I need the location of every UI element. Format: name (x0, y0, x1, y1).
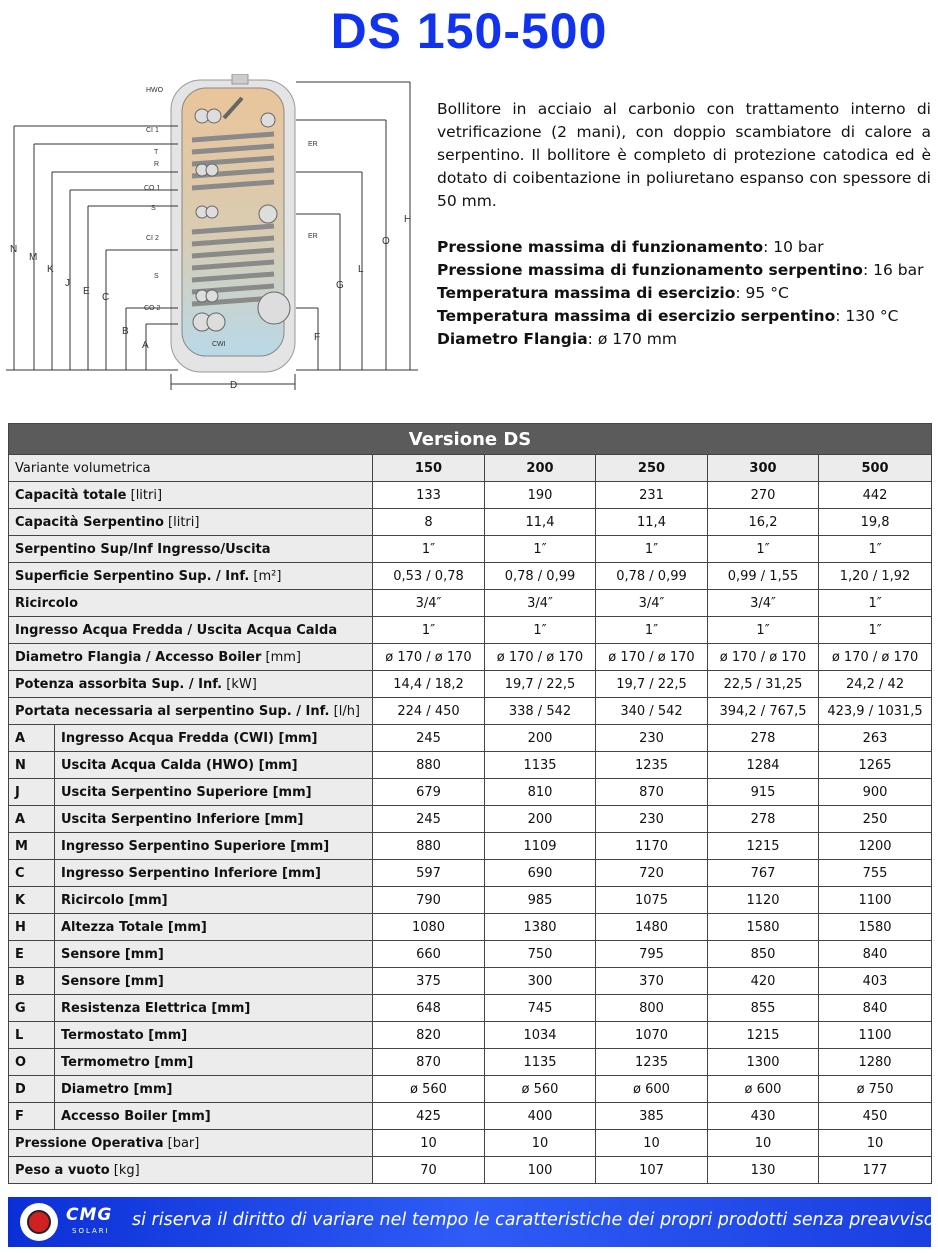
row-label-text: Capacità Serpentino (15, 514, 164, 530)
table-cell: 597 (373, 860, 485, 887)
table-row (9, 1130, 932, 1157)
dimension-letter: B (9, 968, 55, 995)
table-row (9, 509, 932, 536)
table-cell: 1,20 / 1,92 (819, 563, 932, 590)
table-cell: 16,2 (708, 509, 819, 536)
table-cell: 790 (373, 887, 485, 914)
table-cell: 100 (485, 1157, 596, 1184)
svg-text:A: A (142, 340, 149, 351)
table-cell: 800 (596, 995, 708, 1022)
row-label (55, 1049, 373, 1076)
row-label (9, 644, 373, 671)
table-body (9, 455, 932, 1184)
svg-text:ER: ER (308, 141, 318, 148)
dimension-letter: O (9, 1049, 55, 1076)
svg-text:S: S (151, 205, 156, 212)
footer-banner (8, 1197, 935, 1247)
row-label (55, 725, 373, 752)
column-header: 200 (485, 455, 596, 482)
svg-text:ER: ER (308, 233, 318, 240)
spec-item: Temperatura massima di esercizio: 95 °C (437, 284, 789, 302)
table-cell: 1200 (819, 833, 932, 860)
dimension-letter: D (9, 1076, 55, 1103)
table-row (9, 455, 932, 482)
table-cell: 1135 (485, 1049, 596, 1076)
row-label-text: Ingresso Serpentino Inferiore (61, 865, 278, 881)
table-row (9, 806, 932, 833)
table-cell: 870 (373, 1049, 485, 1076)
page-title: DS 150-500 (330, 3, 608, 59)
svg-text:H: H (404, 214, 412, 225)
column-header: 300 (708, 455, 819, 482)
table-cell: 263 (819, 725, 932, 752)
table-header: Versione DS (9, 424, 932, 455)
table-cell: 720 (596, 860, 708, 887)
table-cell: 1235 (596, 1049, 708, 1076)
table-cell: 394,2 / 767,5 (708, 698, 819, 725)
table-cell: 1100 (819, 887, 932, 914)
svg-text:F: F (314, 332, 321, 343)
row-label-text: Sensore (61, 973, 121, 989)
table-cell: 10 (708, 1130, 819, 1157)
row-label (9, 590, 373, 617)
table-cell: 1075 (596, 887, 708, 914)
spec-item: Pressione massima di funzionamento: 10 bar (437, 238, 824, 256)
table-cell: ø 170 / ø 170 (596, 644, 708, 671)
row-label-text: Ingresso Serpentino Superiore (61, 838, 286, 854)
table-cell: 1580 (708, 914, 819, 941)
row-label (55, 833, 373, 860)
svg-text:S: S (154, 273, 159, 280)
table-row (9, 1076, 932, 1103)
table-cell: 22,5 / 31,25 (708, 671, 819, 698)
row-label-text: Serpentino Sup/Inf Ingresso/Uscita (15, 541, 271, 557)
column-header: 150 (373, 455, 485, 482)
column-header: 250 (596, 455, 708, 482)
row-unit: [m²] (249, 568, 282, 584)
dimension-letter: J (9, 779, 55, 806)
dimension-letter: L (9, 1022, 55, 1049)
table-cell: 420 (708, 968, 819, 995)
table-cell: 1″ (596, 617, 708, 644)
table-cell: 3/4″ (596, 590, 708, 617)
table-row (9, 887, 932, 914)
table-cell: 11,4 (485, 509, 596, 536)
table-cell: 19,7 / 22,5 (596, 671, 708, 698)
row-label (55, 1076, 373, 1103)
dimension-lines-left (6, 126, 178, 370)
specs-table (8, 423, 932, 1184)
column-header: 500 (819, 455, 932, 482)
table-row (9, 1103, 932, 1130)
table-cell: 1215 (708, 833, 819, 860)
row-unit: [mm] (163, 919, 207, 935)
table-cell: 450 (819, 1103, 932, 1130)
table-cell: 400 (485, 1103, 596, 1130)
table-cell: 200 (485, 806, 596, 833)
table-cell: 1265 (819, 752, 932, 779)
table-cell: 3/4″ (708, 590, 819, 617)
table-cell: 1″ (485, 536, 596, 563)
row-unit: [litri] (126, 487, 163, 503)
table-cell: 177 (819, 1157, 932, 1184)
cmg-logo (20, 1203, 58, 1241)
table-cell: 1284 (708, 752, 819, 779)
table-cell: 0,99 / 1,55 (708, 563, 819, 590)
table-cell: 0,78 / 0,99 (596, 563, 708, 590)
row-label-text: Accesso Boiler (61, 1108, 168, 1124)
table-cell: 1135 (485, 752, 596, 779)
table-cell: 442 (819, 482, 932, 509)
row-label (55, 941, 373, 968)
row-unit: [kW] (222, 676, 257, 692)
row-unit: [l/h] (329, 703, 361, 719)
svg-text:M: M (29, 252, 38, 263)
table-cell: 1080 (373, 914, 485, 941)
table-cell: 1120 (708, 887, 819, 914)
svg-text:O: O (382, 236, 390, 247)
row-label (9, 536, 373, 563)
table-cell: 8 (373, 509, 485, 536)
row-unit: [bar] (163, 1135, 200, 1151)
table-cell: 340 / 542 (596, 698, 708, 725)
row-label-text: Uscita Acqua Calda (HWO) (61, 757, 255, 773)
dimension-letter: A (9, 725, 55, 752)
table-cell: 11,4 (596, 509, 708, 536)
table-row (9, 482, 932, 509)
table-cell: 0,53 / 0,78 (373, 563, 485, 590)
row-label (55, 968, 373, 995)
dimension-letter: A (9, 806, 55, 833)
table-cell: ø 170 / ø 170 (373, 644, 485, 671)
row-unit: [litri] (163, 514, 200, 530)
table-cell: 915 (708, 779, 819, 806)
boiler-diagram (6, 74, 426, 394)
table-cell: 3/4″ (485, 590, 596, 617)
table-cell: 1070 (596, 1022, 708, 1049)
table-cell: 70 (373, 1157, 485, 1184)
row-unit: [mm] (120, 973, 164, 989)
table-cell: 900 (819, 779, 932, 806)
row-label-text: Altezza Totale (61, 919, 164, 935)
table-cell: 855 (708, 995, 819, 1022)
table-cell: 660 (373, 941, 485, 968)
svg-text:K: K (47, 264, 54, 275)
table-cell: 850 (708, 941, 819, 968)
table-row (9, 563, 932, 590)
table-cell: 190 (485, 482, 596, 509)
row-label (55, 860, 373, 887)
table-cell: 1580 (819, 914, 932, 941)
svg-text:N: N (10, 244, 18, 255)
table-cell: 231 (596, 482, 708, 509)
table-cell: ø 170 / ø 170 (708, 644, 819, 671)
row-unit: [mm] (259, 811, 304, 827)
table-cell: 1100 (819, 1022, 932, 1049)
brand-sub: SOLARI (72, 1227, 110, 1235)
table-cell: 840 (819, 941, 932, 968)
table-cell: 10 (819, 1130, 932, 1157)
row-label-text: Termostato (61, 1027, 144, 1043)
table-row (9, 536, 932, 563)
table-cell: 133 (373, 482, 485, 509)
table-cell: 1″ (819, 617, 932, 644)
row-label (55, 779, 373, 806)
table-cell: 1″ (373, 536, 485, 563)
row-label (9, 671, 373, 698)
row-label-text: Uscita Serpentino Inferiore (61, 811, 260, 827)
table-cell: 10 (485, 1130, 596, 1157)
row-label-text: Ricircolo (61, 892, 125, 908)
row-label (55, 914, 373, 941)
table-cell: 423,9 / 1031,5 (819, 698, 932, 725)
table-cell: 1″ (596, 536, 708, 563)
table-cell: 200 (485, 725, 596, 752)
table-cell: 750 (485, 941, 596, 968)
table-cell: 300 (485, 968, 596, 995)
svg-text:D: D (230, 380, 238, 391)
table-cell: 270 (708, 482, 819, 509)
table-cell: 425 (373, 1103, 485, 1130)
row-label-text: Peso a vuoto (15, 1162, 110, 1178)
svg-text:J: J (65, 278, 70, 289)
row-unit: [mm] (149, 1054, 194, 1070)
row-unit: [mm] (143, 1027, 188, 1043)
table-row (9, 833, 932, 860)
dimension-letter: F (9, 1103, 55, 1130)
table-cell: 385 (596, 1103, 708, 1130)
table-row (9, 617, 932, 644)
svg-text:CI 1: CI 1 (146, 127, 159, 134)
table-row (9, 1157, 932, 1184)
row-label-text: Diametro Flangia / Accesso Boiler (15, 649, 262, 665)
table-cell: 880 (373, 833, 485, 860)
svg-text:R: R (154, 161, 160, 168)
row-label (55, 995, 373, 1022)
variant-label: Variante volumetrica (9, 455, 373, 482)
table-cell: 3/4″ (373, 590, 485, 617)
row-unit: [mm] (167, 1108, 211, 1124)
table-cell: 245 (373, 725, 485, 752)
table-cell: 840 (819, 995, 932, 1022)
row-label (55, 1103, 373, 1130)
table-cell: 1170 (596, 833, 708, 860)
table-cell: 1034 (485, 1022, 596, 1049)
row-unit: [mm] (277, 865, 322, 881)
table-cell: 403 (819, 968, 932, 995)
table-cell: 870 (596, 779, 708, 806)
row-label (55, 752, 373, 779)
row-label (55, 1022, 373, 1049)
dimension-letter: N (9, 752, 55, 779)
row-unit: [mm] (273, 730, 318, 746)
table-row (9, 968, 932, 995)
row-label-text: Potenza assorbita Sup. / Inf. (15, 676, 223, 692)
table-row (9, 860, 932, 887)
table-row (9, 671, 932, 698)
table-cell: 224 / 450 (373, 698, 485, 725)
row-label (9, 482, 373, 509)
table-cell: 985 (485, 887, 596, 914)
row-unit: [mm] (128, 1081, 173, 1097)
table-cell: 1280 (819, 1049, 932, 1076)
table-cell: 810 (485, 779, 596, 806)
table-cell: 0,78 / 0,99 (485, 563, 596, 590)
table-cell: ø 560 (485, 1076, 596, 1103)
table-cell: 880 (373, 752, 485, 779)
row-unit: [kg] (109, 1162, 140, 1178)
table-cell: 375 (373, 968, 485, 995)
table-cell: 1235 (596, 752, 708, 779)
table-row (9, 590, 932, 617)
table-cell: ø 750 (819, 1076, 932, 1103)
table-cell: 250 (819, 806, 932, 833)
table-cell: 19,7 / 22,5 (485, 671, 596, 698)
row-unit: [mm] (268, 784, 312, 800)
table-cell: ø 600 (596, 1076, 708, 1103)
svg-text:CO 1: CO 1 (144, 185, 161, 192)
table-cell: 767 (708, 860, 819, 887)
row-unit: [mm] (285, 838, 330, 854)
table-cell: ø 170 / ø 170 (485, 644, 596, 671)
table-row (9, 1022, 932, 1049)
row-label-text: Ingresso Acqua Fredda / Uscita Acqua Calda (15, 622, 338, 638)
table-row (9, 698, 932, 725)
table-row (9, 995, 932, 1022)
table-cell: 370 (596, 968, 708, 995)
row-label (9, 1130, 373, 1157)
row-label-text: Diametro (61, 1081, 129, 1097)
table-cell: 1480 (596, 914, 708, 941)
table-row (9, 779, 932, 806)
spec-item: Pressione massima di funzionamento serpentino: 16 bar (437, 261, 924, 279)
svg-text:CI 2: CI 2 (146, 235, 159, 242)
table-cell: 1380 (485, 914, 596, 941)
svg-text:CWI: CWI (212, 341, 226, 348)
specs-list (437, 236, 931, 351)
svg-text:CO 2: CO 2 (144, 305, 161, 312)
dimension-letter: G (9, 995, 55, 1022)
table-row (9, 941, 932, 968)
table-cell: 1″ (819, 590, 932, 617)
table-cell: 430 (708, 1103, 819, 1130)
table-cell: 24,2 / 42 (819, 671, 932, 698)
table-cell: 107 (596, 1157, 708, 1184)
row-label-text: Superficie Serpentino Sup. / Inf. (15, 568, 250, 584)
table-cell: 230 (596, 806, 708, 833)
table-cell: 1215 (708, 1022, 819, 1049)
svg-text:C: C (102, 292, 110, 303)
table-cell: 648 (373, 995, 485, 1022)
row-unit: [mm] (254, 757, 298, 773)
table-cell: 1″ (708, 617, 819, 644)
row-label (55, 806, 373, 833)
row-label (55, 887, 373, 914)
table-cell: 1″ (373, 617, 485, 644)
table-cell: 10 (373, 1130, 485, 1157)
table-cell: ø 560 (373, 1076, 485, 1103)
row-label-text: Uscita Serpentino Superiore (61, 784, 269, 800)
table-row (9, 914, 932, 941)
row-label-text: Pressione Operativa (15, 1135, 164, 1151)
row-unit: [mm] (206, 1000, 251, 1016)
table-cell: 1″ (485, 617, 596, 644)
spec-item: Diametro Flangia: ø 170 mm (437, 330, 677, 348)
svg-text:B: B (122, 326, 129, 337)
svg-text:L: L (358, 264, 364, 275)
row-label (9, 1157, 373, 1184)
table-cell: ø 170 / ø 170 (819, 644, 932, 671)
row-label (9, 617, 373, 644)
row-label-text: Capacità totale (15, 487, 127, 503)
dimension-letter: K (9, 887, 55, 914)
row-label-text: Ricircolo (15, 595, 79, 611)
svg-text:HWO: HWO (146, 87, 164, 94)
table-cell: 1300 (708, 1049, 819, 1076)
table-cell: 10 (596, 1130, 708, 1157)
table-cell: 245 (373, 806, 485, 833)
table-cell: 230 (596, 725, 708, 752)
row-label-text: Sensore (61, 946, 121, 962)
svg-text:E: E (83, 286, 90, 297)
row-unit: [mm] (124, 892, 168, 908)
dimension-letter: E (9, 941, 55, 968)
brand-name: CMG (66, 1205, 113, 1225)
table-cell: 1″ (708, 536, 819, 563)
table-cell: 745 (485, 995, 596, 1022)
svg-text:T: T (154, 149, 159, 156)
row-label-text: Resistenza Elettrica (61, 1000, 207, 1016)
svg-text:G: G (336, 280, 344, 291)
table-row (9, 644, 932, 671)
table-cell: 278 (708, 806, 819, 833)
row-label (9, 698, 373, 725)
table-cell: 278 (708, 725, 819, 752)
table-cell: 338 / 542 (485, 698, 596, 725)
table-row (9, 1049, 932, 1076)
row-label (9, 563, 373, 590)
table-cell: 820 (373, 1022, 485, 1049)
row-label-text: Termometro (61, 1054, 150, 1070)
table-cell: ø 600 (708, 1076, 819, 1103)
product-description: Bollitore in acciaio al carbonio con trattamento interno di vetrificazione (2 mani), con doppio scambiatore di calore a serpentino. Il bollitore è completo di protezione catodica ed è dotato di coibentazione in poliuretano espanso con spessore di 50 mm. (437, 100, 931, 210)
footer-slogan: si riserva il diritto di variare nel tempo le caratteristiche dei propri prodotti senza preavviso (132, 1210, 935, 1230)
table-cell: 690 (485, 860, 596, 887)
dimension-letter: C (9, 860, 55, 887)
row-unit: [mm] (261, 649, 301, 665)
dimension-letter: H (9, 914, 55, 941)
row-unit: [mm] (120, 946, 164, 962)
table-cell: 130 (708, 1157, 819, 1184)
table-cell: 679 (373, 779, 485, 806)
table-cell: 795 (596, 941, 708, 968)
row-label-text: Ingresso Acqua Fredda (CWI) (61, 730, 274, 746)
table-cell: 1″ (819, 536, 932, 563)
table-row (9, 752, 932, 779)
row-label-text: Portata necessaria al serpentino Sup. / Inf. (15, 703, 330, 719)
row-label (9, 509, 373, 536)
table-cell: 1109 (485, 833, 596, 860)
spec-item: Temperatura massima di esercizio serpentino: 130 °C (437, 307, 899, 325)
table-cell: 14,4 / 18,2 (373, 671, 485, 698)
dimension-letter: M (9, 833, 55, 860)
table-cell: 19,8 (819, 509, 932, 536)
table-row (9, 725, 932, 752)
table-cell: 755 (819, 860, 932, 887)
